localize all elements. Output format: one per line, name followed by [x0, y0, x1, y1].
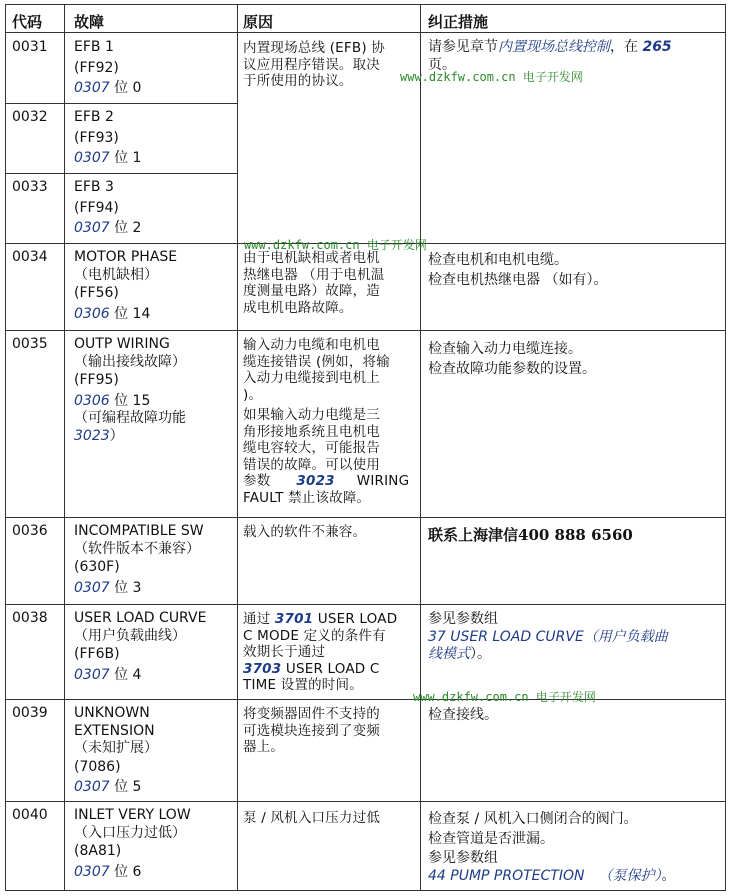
code-0040: 0040: [12, 807, 48, 823]
action-0035: [428, 341, 596, 378]
watermark: www.dzkfw.com.cn 电子开发网: [413, 690, 596, 704]
fault-0033: [74, 179, 141, 238]
code-0039: 0039: [12, 705, 48, 721]
fault-hex: (FF56): [74, 285, 119, 301]
action-line: 参见参数组: [428, 850, 498, 866]
fault-name: EFB 1: [74, 39, 114, 55]
code-0032: 0032: [12, 109, 48, 125]
action-text: 页。: [428, 56, 456, 73]
param-ref: 0307: [74, 150, 110, 166]
fault-hex: (FF93): [74, 129, 119, 146]
cause-0035: [243, 337, 409, 506]
action-text: 。: [661, 867, 676, 884]
action-0038: [428, 611, 668, 664]
cause-line: 热继电器 （用于电机温: [243, 266, 385, 283]
row-divider: [6, 517, 725, 518]
row-divider: [6, 173, 237, 174]
cause-line: 错误的故障。可以使用: [243, 456, 380, 473]
param-ref: 0307: [74, 579, 110, 596]
row-divider: [6, 801, 725, 802]
column-divider: [237, 5, 238, 890]
cause-0036: 载入的软件不兼容。: [243, 524, 367, 540]
header-fault: 故障: [74, 13, 105, 31]
cause-text: 通过: [243, 611, 271, 627]
fault-0034: [74, 249, 177, 323]
cause-line: 效期长于通过: [243, 644, 326, 660]
fault-name: UNKNOWN: [74, 705, 150, 721]
action-line: 检查电机和电机电缆。: [428, 252, 568, 268]
param-ref: 0306: [74, 305, 110, 322]
action-line: 检查电机热继电器 （如有）。: [428, 271, 608, 288]
param-group-link[interactable]: 线模式: [428, 646, 470, 662]
param-ref: 0307: [74, 666, 110, 683]
cause-text: USER LOAD: [317, 611, 398, 627]
cause-line: 输入动力电缆和电机电: [243, 337, 380, 353]
fault-0031: [74, 39, 141, 98]
row-divider: [6, 103, 237, 104]
fault-name: MOTOR PHASE: [74, 249, 178, 265]
cause-0034: [243, 250, 385, 316]
cause-line: )。: [243, 386, 263, 403]
cause-line: 器上。: [243, 739, 285, 755]
fault-hex: (8A81): [74, 843, 122, 859]
action-0034: [428, 252, 607, 289]
fault-cn: （入口压力过低）: [74, 824, 186, 841]
param-ref: 0307: [74, 863, 110, 880]
action-line: 参见参数组: [428, 611, 498, 627]
bit-label: 位 4: [114, 666, 142, 683]
fault-name: INCOMPATIBLE SW: [74, 523, 204, 539]
fault-cn: （电机缺相）: [74, 266, 158, 283]
bit-label: 位 14: [114, 305, 151, 322]
action-line: 检查管道是否泄漏。: [428, 830, 554, 847]
cause-line: 内置现场总线 (EFB) 协: [243, 40, 385, 56]
fault-0035: [74, 336, 186, 445]
fault-hex: (FF94): [74, 199, 119, 216]
fault-cn: （软件版本不兼容）: [74, 540, 200, 557]
fault-note: ）: [109, 427, 124, 444]
bit-label: 位 3: [114, 579, 142, 596]
cause-line: 入动力电缆接到电机上: [243, 370, 380, 386]
code-0034: 0034: [12, 249, 48, 265]
action-0039: 检查接线。: [428, 707, 498, 723]
fault-hex: (FF6B): [74, 646, 120, 662]
param-ref: 0307: [74, 220, 110, 236]
fault-name: EXTENSION: [74, 722, 155, 739]
code-0035: 0035: [12, 336, 48, 352]
cause-0039: [243, 706, 380, 756]
fault-name: OUTP WIRING: [74, 336, 170, 352]
fault-0040: [74, 807, 191, 881]
fault-cn: （未知扩展）: [74, 740, 158, 756]
cause-text: 参数: [243, 473, 271, 489]
row-divider: [6, 330, 725, 331]
chapter-link[interactable]: 内置现场总线控制: [498, 39, 610, 55]
param-ref: 3023: [296, 473, 335, 489]
code-0038: 0038: [12, 610, 48, 626]
param-group-link[interactable]: （用户负载曲: [583, 628, 668, 645]
fault-0038: [74, 610, 206, 684]
row-divider: [6, 699, 725, 700]
fault-0032: [74, 109, 141, 168]
cause-0038: [243, 611, 397, 694]
fault-hex: (630F): [74, 559, 120, 575]
column-divider: [64, 5, 65, 890]
action-text: 请参见章节: [428, 39, 498, 55]
fault-name: EFB 3: [74, 179, 114, 195]
bit-label: 位 0: [114, 80, 142, 96]
param-group-link[interactable]: 37 USER LOAD CURVE: [428, 628, 584, 645]
cause-text: USER LOAD C: [285, 660, 380, 677]
cause-0040: 泵 / 风机入口压力过低: [243, 810, 381, 826]
fault-0039: [74, 705, 158, 797]
cause-efb: [243, 40, 385, 90]
action-line: 检查泵 / 风机入口侧闭合的阀门。: [428, 811, 638, 827]
fault-hex: (7086): [74, 758, 121, 775]
watermark: www.dzkfw.com.cn 电子开发网: [400, 70, 583, 84]
cause-line: 将变频器固件不支持的: [243, 706, 380, 722]
fault-cn: （输出接线故障）: [74, 353, 186, 370]
header-code: 代码: [12, 13, 43, 31]
action-line: 检查故障功能参数的设置。: [428, 360, 596, 377]
param-ref: 3703: [243, 660, 282, 677]
fault-name: EFB 2: [74, 109, 114, 125]
fault-0036: [74, 523, 204, 597]
param-ref: 3701: [274, 611, 314, 627]
cause-line: C MODE 定义的条件有: [243, 627, 386, 644]
cause-line: 缆连接错误 (例如，将输: [243, 353, 390, 370]
page-ref[interactable]: 265: [642, 39, 672, 55]
cause-line: 成电机电路故障。: [243, 299, 353, 316]
fault-hex: (FF95): [74, 372, 119, 388]
code-0036: 0036: [12, 523, 48, 539]
header-divider: [6, 32, 725, 33]
action-line: 检查输入动力电缆连接。: [428, 341, 582, 357]
bit-label: 位 2: [114, 220, 142, 236]
action-0036: 联系上海津信400 888 6560: [428, 526, 633, 544]
param-ref: 0306: [74, 392, 110, 409]
bit-label: 位 6: [114, 863, 142, 880]
cause-line: 度测量电路）故障，造: [243, 283, 380, 299]
code-0031: 0031: [12, 39, 48, 55]
cause-line: 如果输入动力电缆是三: [243, 407, 380, 423]
action-0040: [428, 811, 675, 885]
bit-label: 位 1: [114, 150, 142, 166]
bit-label: 位 15: [114, 392, 151, 409]
cause-line: 角形接地系统且电机电: [243, 423, 380, 440]
header-action: 纠正措施: [428, 13, 489, 31]
fault-cn: （用户负载曲线）: [74, 627, 186, 644]
param-ref: 3023: [74, 427, 110, 444]
action-text: ）。: [470, 646, 491, 662]
fault-name: USER LOAD CURVE: [74, 610, 207, 626]
cause-line: 可选模块连接到了变频: [243, 722, 380, 739]
row-divider: [6, 604, 725, 605]
cause-line: FAULT 禁止该故障。: [243, 489, 371, 506]
param-ref: 0307: [74, 80, 110, 96]
cause-line: 由于电机缺相或者电机: [243, 250, 380, 266]
column-divider: [420, 5, 421, 890]
param-group-link[interactable]: 44 PUMP PROTECTION: [428, 867, 585, 884]
fault-code-table: [5, 4, 726, 891]
cause-line: 缆电容较大，可能报告: [243, 440, 380, 456]
bit-label: 位 5: [114, 779, 142, 795]
fault-hex: (FF92): [74, 59, 119, 76]
fault-note: （可编程故障功能: [74, 410, 186, 426]
code-0033: 0033: [12, 179, 48, 195]
header-cause: 原因: [243, 13, 274, 31]
action-text: ，在: [610, 39, 638, 55]
cause-line: 于所使用的协议。: [243, 73, 353, 89]
fault-name: INLET VERY LOW: [74, 807, 191, 823]
param-group-link[interactable]: （泵保护）: [598, 867, 662, 884]
cause-line: TIME 设置的时间。: [243, 677, 363, 693]
watermark: www.dzkfw.com.cn 电子开发网: [244, 238, 427, 252]
param-ref: 0307: [74, 779, 110, 795]
cause-text: WIRING: [356, 473, 410, 489]
cause-line: 议应用程序错误。取决: [243, 56, 380, 73]
